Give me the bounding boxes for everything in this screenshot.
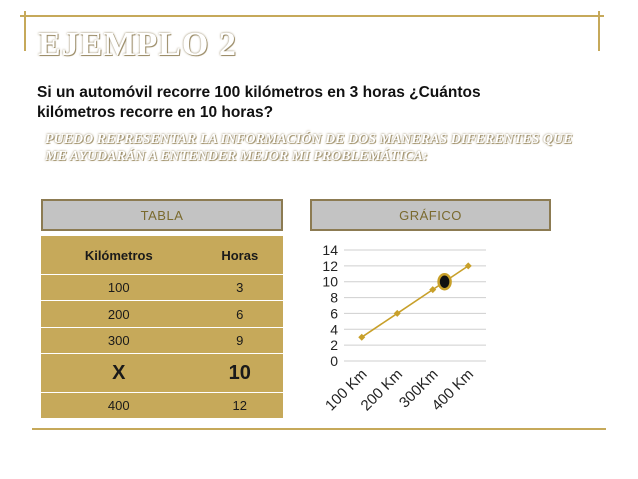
slide-title: EJEMPLO 2 <box>38 26 237 63</box>
y-tick-label: 4 <box>330 321 338 338</box>
problem-question: Si un automóvil recorre 100 kilómetros en 3 horas ¿Cuántos kilómetros recorre en 10 horas? <box>37 84 481 121</box>
y-tick-label: 8 <box>330 289 338 306</box>
cell-hours: 12 <box>197 392 283 418</box>
table-row <box>41 392 283 418</box>
table-row <box>41 354 283 392</box>
x-tick-label: 400 Km <box>428 365 478 415</box>
y-tick-label: 10 <box>322 273 338 290</box>
tab-tabla[interactable]: TABLA <box>41 199 283 231</box>
y-tick-label: 2 <box>330 337 338 354</box>
y-tick-label: 12 <box>322 257 338 274</box>
header-horas: Horas <box>221 247 259 263</box>
left-border <box>24 11 26 51</box>
representation-note: PUEDO REPRESENTAR LA INFORMACIÓN DE DOS MANERAS DIFERENTES QUE ME AYUDARÁN A ENTENDER MEJOR MI PROBLEMÁTICA: <box>45 132 573 164</box>
y-tick-label: 6 <box>330 305 338 322</box>
cell-hours: 6 <box>197 301 283 327</box>
x-tick-label: 100 Km <box>321 365 371 415</box>
cell-hours-target: 10 <box>197 354 283 392</box>
y-tick-label: 14 <box>322 242 338 258</box>
header-kilometros: Kilómetros <box>84 247 153 263</box>
x-tick-label: 200 Km <box>357 365 407 415</box>
line-chart <box>300 238 500 428</box>
cell-km: 300 <box>41 327 197 353</box>
y-tick-label: 0 <box>330 353 338 369</box>
table-row <box>41 327 283 353</box>
table-row <box>41 275 283 301</box>
tab-grafico[interactable]: GRÁFICO <box>310 199 551 231</box>
cell-km: 400 <box>41 392 197 418</box>
cell-km: 100 <box>41 275 197 301</box>
table-row <box>41 301 283 327</box>
cell-hours: 9 <box>197 327 283 353</box>
highlight-point <box>439 274 451 289</box>
x-tick-label: 300Km <box>395 365 442 412</box>
cell-km-unknown: X <box>41 354 197 392</box>
right-border <box>598 11 600 51</box>
series-line <box>362 266 469 337</box>
data-table <box>41 236 283 418</box>
top-border <box>20 15 604 17</box>
cell-km: 200 <box>41 301 197 327</box>
bottom-border <box>32 428 606 430</box>
cell-hours: 3 <box>197 275 283 301</box>
